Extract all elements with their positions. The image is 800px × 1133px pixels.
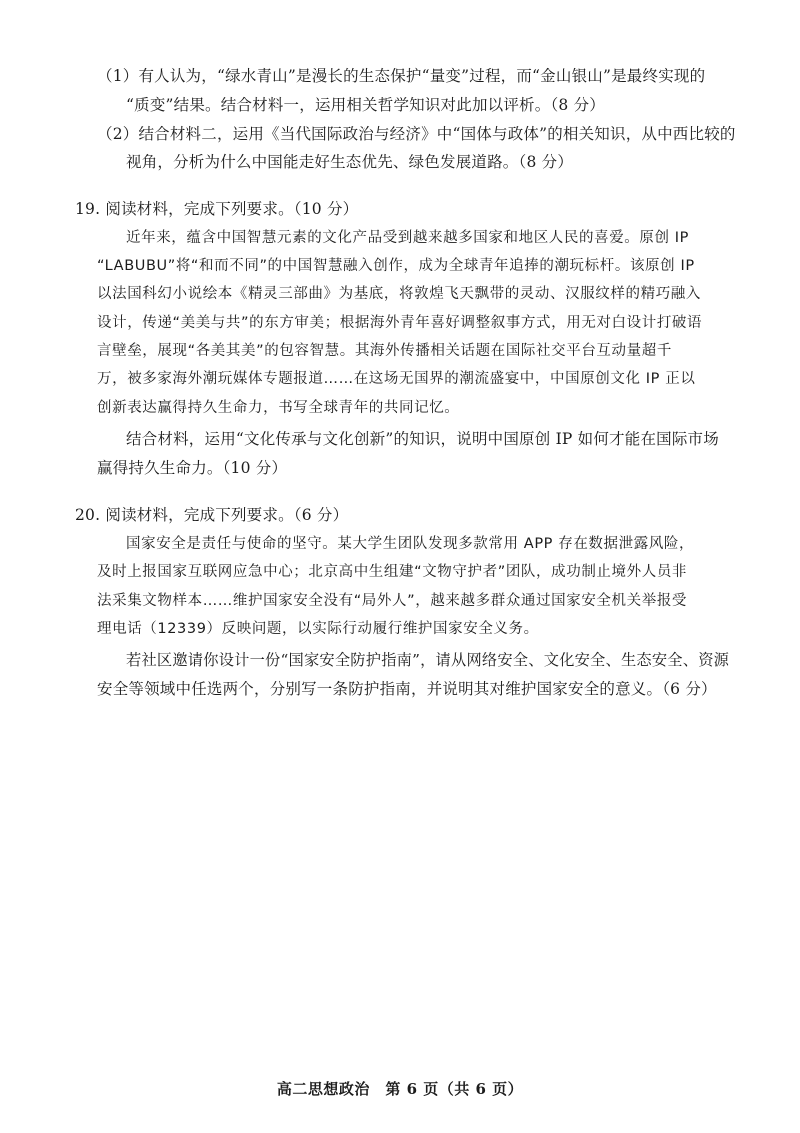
- q19-heading: 19. 阅读材料，完成下列要求。（10 分）: [75, 200, 359, 218]
- q18-sub1-line2: “质变”结果。结合材料一，运用相关哲学知识对此加以评析。（8 分）: [126, 96, 605, 114]
- q20-material-line: 法采集文物样本……维护国家安全没有“局外人”，越来越多群众通过国家安全机关举报受: [97, 593, 688, 609]
- q19-material-line: 设计，传递“美美与共”的东方审美；根据海外青年喜好调整叙事方式，用无对白设计打破语: [97, 315, 703, 331]
- q19-material-line: 以法国科幻小说绘本《精灵三部曲》为基底，将敦煌飞天飘带的灵动、汉服纹样的精巧融入: [97, 286, 701, 302]
- q19-material-line: 近年来，蕴含中国智慧元素的文化产品受到越来越多国家和地区人民的喜爱。原创 IP: [126, 230, 690, 246]
- q19-material-line: 言壁垒，展现“各美其美”的包容智慧。其海外传播相关话题在国际社交平台互动量超千: [97, 343, 672, 359]
- q19-material-line: “LABUBU”将“和而不同”的中国智慧融入创作，成为全球青年追捧的潮玩标杆。该原创 IP: [97, 258, 695, 274]
- q19-material-line: 创新表达赢得持久生命力，书写全球青年的共同记忆。: [97, 400, 460, 416]
- q19-question-line: 赢得持久生命力。（10 分）: [97, 459, 288, 477]
- q19-question-line: 结合材料，运用“文化传承与文化创新”的知识，说明中国原创 IP 如何才能在国际市场: [126, 430, 719, 448]
- q20-question-line: 若社区邀请你设计一份“国家安全防护指南”，请从网络安全、文化安全、生态安全、资源: [126, 651, 730, 669]
- q20-question-line: 安全等领域中任选两个，分别写一条防护指南，并说明其对维护国家安全的意义。（6 分）: [97, 680, 717, 698]
- q20-material-line: 及时上报国家互联网应急中心；北京高中生组建“文物守护者”团队，成功制止境外人员非: [97, 564, 688, 580]
- q20-heading: 20. 阅读材料，完成下列要求。（6 分）: [75, 506, 349, 524]
- q20-material-line: 国家安全是责任与使命的坚守。某大学生团队发现多款常用 APP 存在数据泄露风险，: [126, 536, 695, 552]
- q18-sub1-line1: （1）有人认为，“绿水青山”是漫长的生态保护“量变”过程，而“金山银山”是最终实现的: [97, 67, 706, 85]
- q19-material-line: 万，被多家海外潮玩媒体专题报道……在这场无国界的潮流盛宴中，中国原创文化 IP 正以: [97, 371, 696, 387]
- q18-sub2-line1: （2）结合材料二，运用《当代国际政治与经济》中“国体与政体”的相关知识，从中西比较的: [97, 125, 736, 143]
- q18-sub2-line2: 视角，分析为什么中国能走好生态优先、绿色发展道路。（8 分）: [126, 153, 574, 171]
- page-footer: 高二思想政治 第 6 页（共 6 页）: [276, 1080, 524, 1098]
- q20-material-line: 理电话（12339）反映问题，以实际行动履行维护国家安全义务。: [97, 621, 539, 637]
